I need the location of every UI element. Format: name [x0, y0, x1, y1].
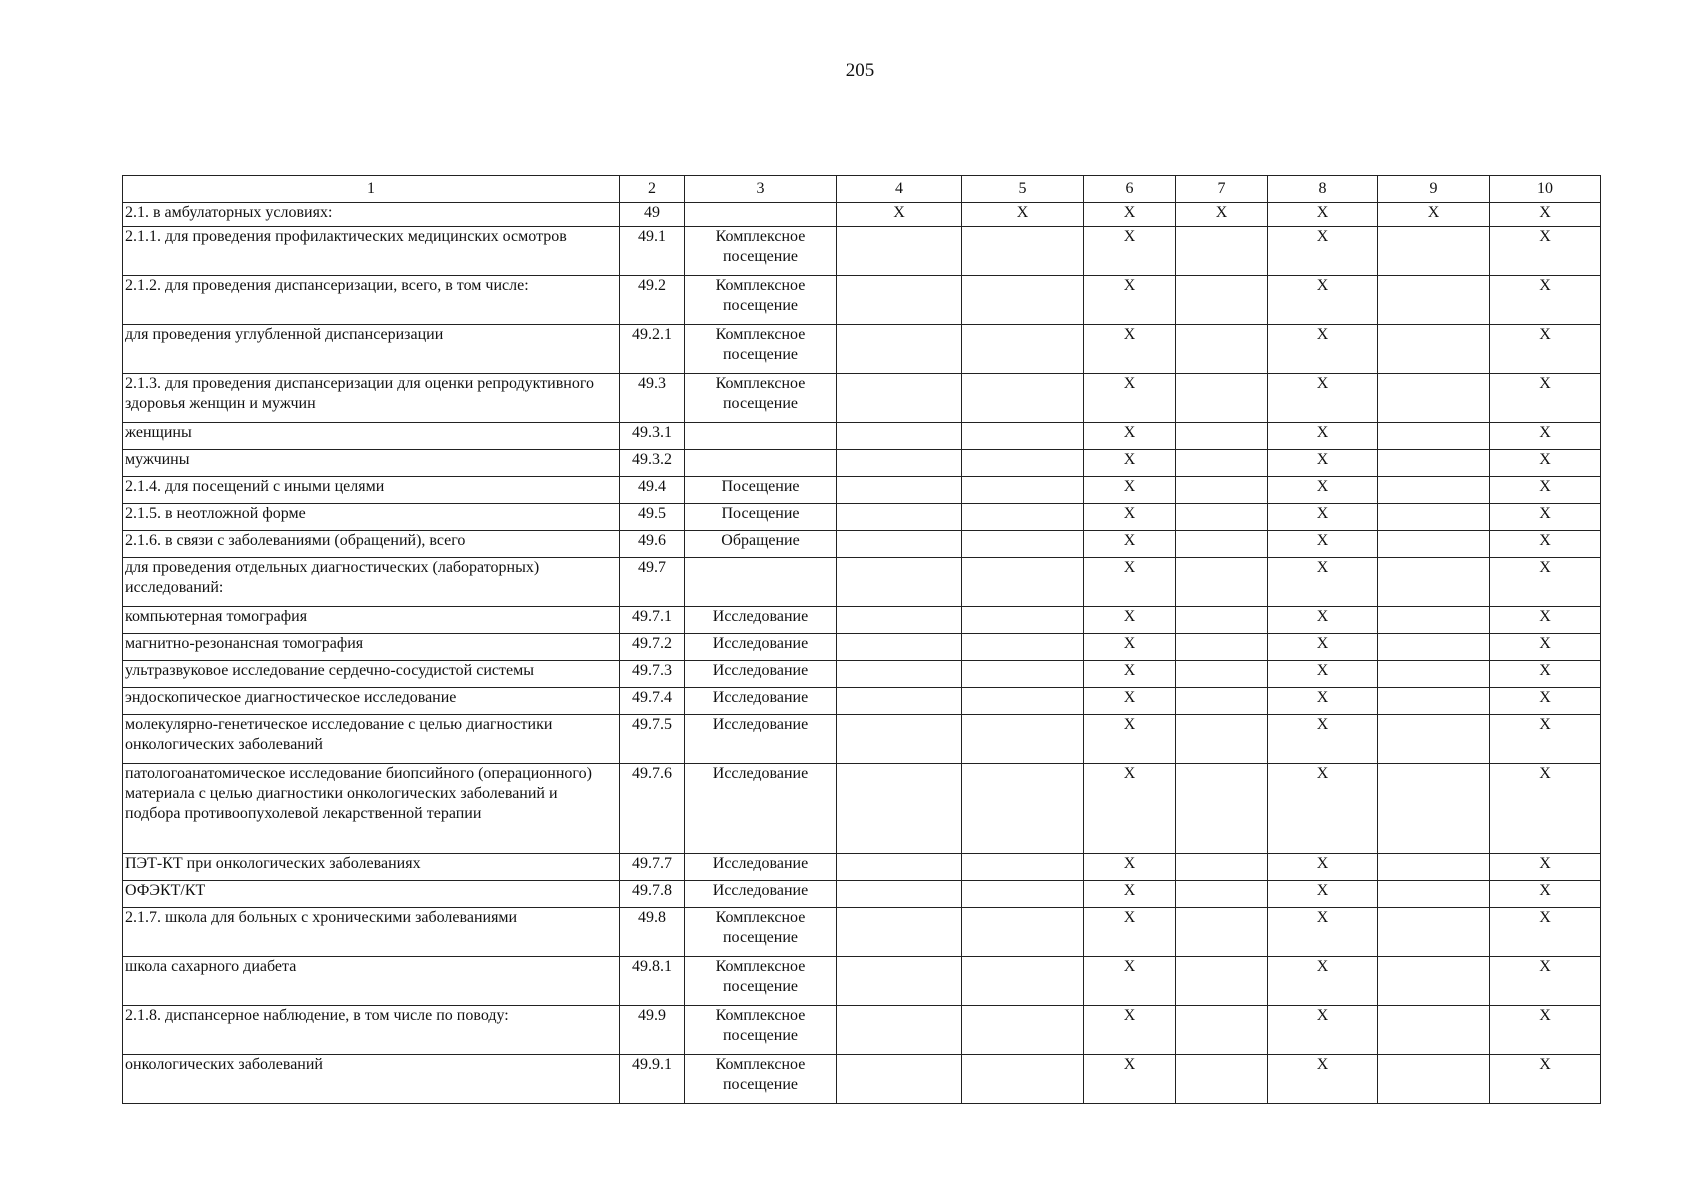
col10-value: X: [1490, 661, 1601, 688]
table-row: [123, 423, 1601, 450]
col4-value: [837, 450, 962, 477]
col7-value: [1176, 661, 1268, 688]
row-name: женщины: [123, 423, 620, 450]
col4-value: [837, 504, 962, 531]
col6-value: X: [1084, 1055, 1176, 1104]
col8-value: X: [1268, 607, 1378, 634]
col5-value: [962, 450, 1084, 477]
col10-value: X: [1490, 227, 1601, 276]
col5-value: [962, 908, 1084, 957]
col10-value: X: [1490, 477, 1601, 504]
col10-value: X: [1490, 504, 1601, 531]
row-code: 49.3: [620, 374, 685, 423]
row-code: 49.7.8: [620, 881, 685, 908]
column-number: 6: [1084, 176, 1176, 203]
col10-value: X: [1490, 325, 1601, 374]
column-number-row: [123, 176, 1601, 203]
col7-value: [1176, 957, 1268, 1006]
table-row: [123, 531, 1601, 558]
col4-value: [837, 607, 962, 634]
col6-value: X: [1084, 881, 1176, 908]
table-row: [123, 634, 1601, 661]
table-row: [123, 504, 1601, 531]
col9-value: [1378, 634, 1490, 661]
col5-value: [962, 764, 1084, 854]
col6-value: X: [1084, 531, 1176, 558]
col6-value: X: [1084, 477, 1176, 504]
table-row: [123, 227, 1601, 276]
col9-value: [1378, 504, 1490, 531]
col8-value: X: [1268, 423, 1378, 450]
col10-value: X: [1490, 908, 1601, 957]
col6-value: X: [1084, 325, 1176, 374]
row-name: для проведения углубленной диспансеризации: [123, 325, 620, 374]
column-number: 9: [1378, 176, 1490, 203]
row-unit: Обращение: [685, 531, 837, 558]
row-code: 49.2.1: [620, 325, 685, 374]
row-unit: Исследование: [685, 881, 837, 908]
col7-value: [1176, 854, 1268, 881]
row-name: мужчины: [123, 450, 620, 477]
col6-value: X: [1084, 634, 1176, 661]
row-name: 2.1.5. в неотложной форме: [123, 504, 620, 531]
col8-value: X: [1268, 688, 1378, 715]
col8-value: X: [1268, 374, 1378, 423]
col6-value: X: [1084, 764, 1176, 854]
col9-value: [1378, 1055, 1490, 1104]
row-name: школа сахарного диабета: [123, 957, 620, 1006]
row-unit: [685, 203, 837, 227]
col7-value: [1176, 688, 1268, 715]
row-unit: Исследование: [685, 764, 837, 854]
table-body: [123, 176, 1601, 1104]
col10-value: X: [1490, 374, 1601, 423]
col9-value: [1378, 661, 1490, 688]
row-code: 49.8: [620, 908, 685, 957]
col5-value: [962, 325, 1084, 374]
col5-value: [962, 227, 1084, 276]
col8-value: X: [1268, 854, 1378, 881]
col9-value: [1378, 325, 1490, 374]
col6-value: X: [1084, 374, 1176, 423]
col8-value: X: [1268, 504, 1378, 531]
row-unit: Посещение: [685, 477, 837, 504]
col4-value: [837, 1006, 962, 1055]
col6-value: X: [1084, 715, 1176, 764]
col4-value: [837, 764, 962, 854]
col4-value: [837, 908, 962, 957]
table-row: [123, 325, 1601, 374]
row-code: 49.3.2: [620, 450, 685, 477]
data-table: [122, 175, 1601, 1104]
col4-value: [837, 881, 962, 908]
row-code: 49.3.1: [620, 423, 685, 450]
col7-value: [1176, 764, 1268, 854]
table-row: [123, 957, 1601, 1006]
col8-value: X: [1268, 276, 1378, 325]
row-unit: Посещение: [685, 504, 837, 531]
column-number: 4: [837, 176, 962, 203]
col9-value: [1378, 227, 1490, 276]
col5-value: [962, 607, 1084, 634]
col5-value: [962, 661, 1084, 688]
col6-value: X: [1084, 504, 1176, 531]
col10-value: X: [1490, 688, 1601, 715]
col5-value: [962, 504, 1084, 531]
table-row: [123, 764, 1601, 854]
col5-value: [962, 634, 1084, 661]
col7-value: [1176, 607, 1268, 634]
table-row: [123, 477, 1601, 504]
col8-value: X: [1268, 203, 1378, 227]
col4-value: X: [837, 203, 962, 227]
col10-value: X: [1490, 203, 1601, 227]
col9-value: [1378, 764, 1490, 854]
col10-value: X: [1490, 276, 1601, 325]
column-number: 10: [1490, 176, 1601, 203]
col4-value: [837, 661, 962, 688]
col8-value: X: [1268, 1055, 1378, 1104]
col8-value: X: [1268, 715, 1378, 764]
col4-value: [837, 477, 962, 504]
column-number: 3: [685, 176, 837, 203]
table-row: [123, 450, 1601, 477]
column-number: 7: [1176, 176, 1268, 203]
row-code: 49.7.3: [620, 661, 685, 688]
row-name: эндоскопическое диагностическое исследование: [123, 688, 620, 715]
col6-value: X: [1084, 607, 1176, 634]
col5-value: [962, 688, 1084, 715]
col9-value: [1378, 688, 1490, 715]
col8-value: X: [1268, 558, 1378, 607]
col6-value: X: [1084, 558, 1176, 607]
column-number: 1: [123, 176, 620, 203]
page-number: 205: [845, 60, 875, 81]
col5-value: [962, 374, 1084, 423]
col8-value: X: [1268, 477, 1378, 504]
col6-value: X: [1084, 688, 1176, 715]
col7-value: [1176, 276, 1268, 325]
col7-value: [1176, 374, 1268, 423]
table-row: [123, 908, 1601, 957]
table-row: [123, 374, 1601, 423]
col4-value: [837, 715, 962, 764]
col5-value: [962, 531, 1084, 558]
col9-value: [1378, 715, 1490, 764]
col4-value: [837, 531, 962, 558]
row-name: молекулярно-генетическое исследование с целью диагностики онкологических заболеваний: [123, 715, 620, 764]
row-unit: Исследование: [685, 634, 837, 661]
row-name: 2.1.1. для проведения профилактических медицинских осмотров: [123, 227, 620, 276]
row-unit: Исследование: [685, 688, 837, 715]
col4-value: [837, 1055, 962, 1104]
col6-value: X: [1084, 203, 1176, 227]
col5-value: [962, 854, 1084, 881]
row-code: 49.7.2: [620, 634, 685, 661]
col7-value: [1176, 531, 1268, 558]
col6-value: X: [1084, 1006, 1176, 1055]
col8-value: X: [1268, 227, 1378, 276]
row-name: 2.1.8. диспансерное наблюдение, в том числе по поводу:: [123, 1006, 620, 1055]
col7-value: [1176, 881, 1268, 908]
row-name: компьютерная томография: [123, 607, 620, 634]
row-unit: Исследование: [685, 854, 837, 881]
col7-value: [1176, 908, 1268, 957]
col9-value: [1378, 558, 1490, 607]
col7-value: [1176, 1055, 1268, 1104]
col7-value: [1176, 325, 1268, 374]
row-unit: Комплексное посещение: [685, 227, 837, 276]
col9-value: [1378, 450, 1490, 477]
col5-value: [962, 957, 1084, 1006]
row-unit: [685, 558, 837, 607]
col5-value: [962, 715, 1084, 764]
col10-value: X: [1490, 450, 1601, 477]
col8-value: X: [1268, 908, 1378, 957]
col8-value: X: [1268, 1006, 1378, 1055]
row-code: 49.8.1: [620, 957, 685, 1006]
col5-value: [962, 881, 1084, 908]
col7-value: [1176, 227, 1268, 276]
col9-value: [1378, 374, 1490, 423]
col4-value: [837, 688, 962, 715]
col4-value: [837, 423, 962, 450]
row-code: 49.7.7: [620, 854, 685, 881]
row-unit: Комплексное посещение: [685, 374, 837, 423]
col8-value: X: [1268, 957, 1378, 1006]
col9-value: [1378, 276, 1490, 325]
col9-value: [1378, 423, 1490, 450]
col7-value: [1176, 477, 1268, 504]
col8-value: X: [1268, 325, 1378, 374]
table-row: [123, 688, 1601, 715]
row-unit: Исследование: [685, 715, 837, 764]
col5-value: [962, 1055, 1084, 1104]
col4-value: [837, 374, 962, 423]
col7-value: [1176, 1006, 1268, 1055]
row-unit: Исследование: [685, 661, 837, 688]
col6-value: X: [1084, 908, 1176, 957]
col10-value: X: [1490, 1006, 1601, 1055]
table-row: [123, 1006, 1601, 1055]
col9-value: [1378, 957, 1490, 1006]
row-code: 49.4: [620, 477, 685, 504]
col10-value: X: [1490, 1055, 1601, 1104]
row-name: ПЭТ-КТ при онкологических заболеваниях: [123, 854, 620, 881]
row-unit: Комплексное посещение: [685, 276, 837, 325]
col6-value: X: [1084, 957, 1176, 1006]
row-name: 2.1. в амбулаторных условиях:: [123, 203, 620, 227]
col10-value: X: [1490, 715, 1601, 764]
row-unit: Комплексное посещение: [685, 957, 837, 1006]
col4-value: [837, 634, 962, 661]
col7-value: X: [1176, 203, 1268, 227]
col9-value: [1378, 854, 1490, 881]
col10-value: X: [1490, 957, 1601, 1006]
col10-value: X: [1490, 764, 1601, 854]
col6-value: X: [1084, 854, 1176, 881]
col7-value: [1176, 558, 1268, 607]
row-code: 49.7: [620, 558, 685, 607]
row-name: 2.1.4. для посещений с иными целями: [123, 477, 620, 504]
col7-value: [1176, 634, 1268, 661]
table-row: [123, 607, 1601, 634]
col10-value: X: [1490, 881, 1601, 908]
col9-value: [1378, 607, 1490, 634]
col9-value: [1378, 1006, 1490, 1055]
col4-value: [837, 325, 962, 374]
col9-value: X: [1378, 203, 1490, 227]
row-name: 2.1.6. в связи с заболеваниями (обращений), всего: [123, 531, 620, 558]
col7-value: [1176, 450, 1268, 477]
row-name: патологоанатомическое исследование биопсийного (операционного) материала с целью диагностики онкологических заболеваний и подбора противоопухолевой лекарственной терапии: [123, 764, 620, 854]
col6-value: X: [1084, 276, 1176, 325]
col4-value: [837, 558, 962, 607]
col4-value: [837, 227, 962, 276]
row-code: 49.9: [620, 1006, 685, 1055]
col5-value: [962, 276, 1084, 325]
col5-value: [962, 1006, 1084, 1055]
row-code: 49.7.6: [620, 764, 685, 854]
row-name: магнитно-резонансная томография: [123, 634, 620, 661]
row-code: 49.6: [620, 531, 685, 558]
col6-value: X: [1084, 661, 1176, 688]
row-unit: Комплексное посещение: [685, 1055, 837, 1104]
row-code: 49.7.5: [620, 715, 685, 764]
row-code: 49.7.1: [620, 607, 685, 634]
row-unit: Исследование: [685, 607, 837, 634]
col8-value: X: [1268, 531, 1378, 558]
col9-value: [1378, 908, 1490, 957]
col4-value: [837, 854, 962, 881]
col7-value: [1176, 504, 1268, 531]
row-name: онкологических заболеваний: [123, 1055, 620, 1104]
row-name: 2.1.2. для проведения диспансеризации, всего, в том числе:: [123, 276, 620, 325]
row-code: 49.5: [620, 504, 685, 531]
row-code: 49.2: [620, 276, 685, 325]
col10-value: X: [1490, 531, 1601, 558]
table-row: [123, 203, 1601, 227]
row-name: для проведения отдельных диагностических (лабораторных) исследований:: [123, 558, 620, 607]
col4-value: [837, 276, 962, 325]
row-name: ультразвуковое исследование сердечно-сосудистой системы: [123, 661, 620, 688]
col8-value: X: [1268, 881, 1378, 908]
col6-value: X: [1084, 423, 1176, 450]
col10-value: X: [1490, 634, 1601, 661]
row-code: 49: [620, 203, 685, 227]
col5-value: X: [962, 203, 1084, 227]
table-row: [123, 558, 1601, 607]
col10-value: X: [1490, 607, 1601, 634]
row-name: 2.1.7. школа для больных с хроническими заболеваниями: [123, 908, 620, 957]
row-unit: [685, 423, 837, 450]
col5-value: [962, 477, 1084, 504]
col8-value: X: [1268, 661, 1378, 688]
table-row: [123, 661, 1601, 688]
col6-value: X: [1084, 450, 1176, 477]
col9-value: [1378, 531, 1490, 558]
col6-value: X: [1084, 227, 1176, 276]
row-code: 49.9.1: [620, 1055, 685, 1104]
table-row: [123, 1055, 1601, 1104]
table-row: [123, 881, 1601, 908]
row-name: 2.1.3. для проведения диспансеризации для оценки репродуктивного здоровья женщин и мужчин: [123, 374, 620, 423]
column-number: 2: [620, 176, 685, 203]
table-row: [123, 276, 1601, 325]
col9-value: [1378, 477, 1490, 504]
col5-value: [962, 558, 1084, 607]
col4-value: [837, 957, 962, 1006]
row-unit: Комплексное посещение: [685, 1006, 837, 1055]
row-unit: Комплексное посещение: [685, 325, 837, 374]
row-code: 49.7.4: [620, 688, 685, 715]
row-unit: [685, 450, 837, 477]
col10-value: X: [1490, 854, 1601, 881]
col9-value: [1378, 881, 1490, 908]
row-name: ОФЭКТ/КТ: [123, 881, 620, 908]
col8-value: X: [1268, 764, 1378, 854]
column-number: 8: [1268, 176, 1378, 203]
col8-value: X: [1268, 450, 1378, 477]
table-row: [123, 715, 1601, 764]
col7-value: [1176, 715, 1268, 764]
col10-value: X: [1490, 558, 1601, 607]
row-code: 49.1: [620, 227, 685, 276]
col5-value: [962, 423, 1084, 450]
col8-value: X: [1268, 634, 1378, 661]
column-number: 5: [962, 176, 1084, 203]
col7-value: [1176, 423, 1268, 450]
table-row: [123, 854, 1601, 881]
col10-value: X: [1490, 423, 1601, 450]
row-unit: Комплексное посещение: [685, 908, 837, 957]
